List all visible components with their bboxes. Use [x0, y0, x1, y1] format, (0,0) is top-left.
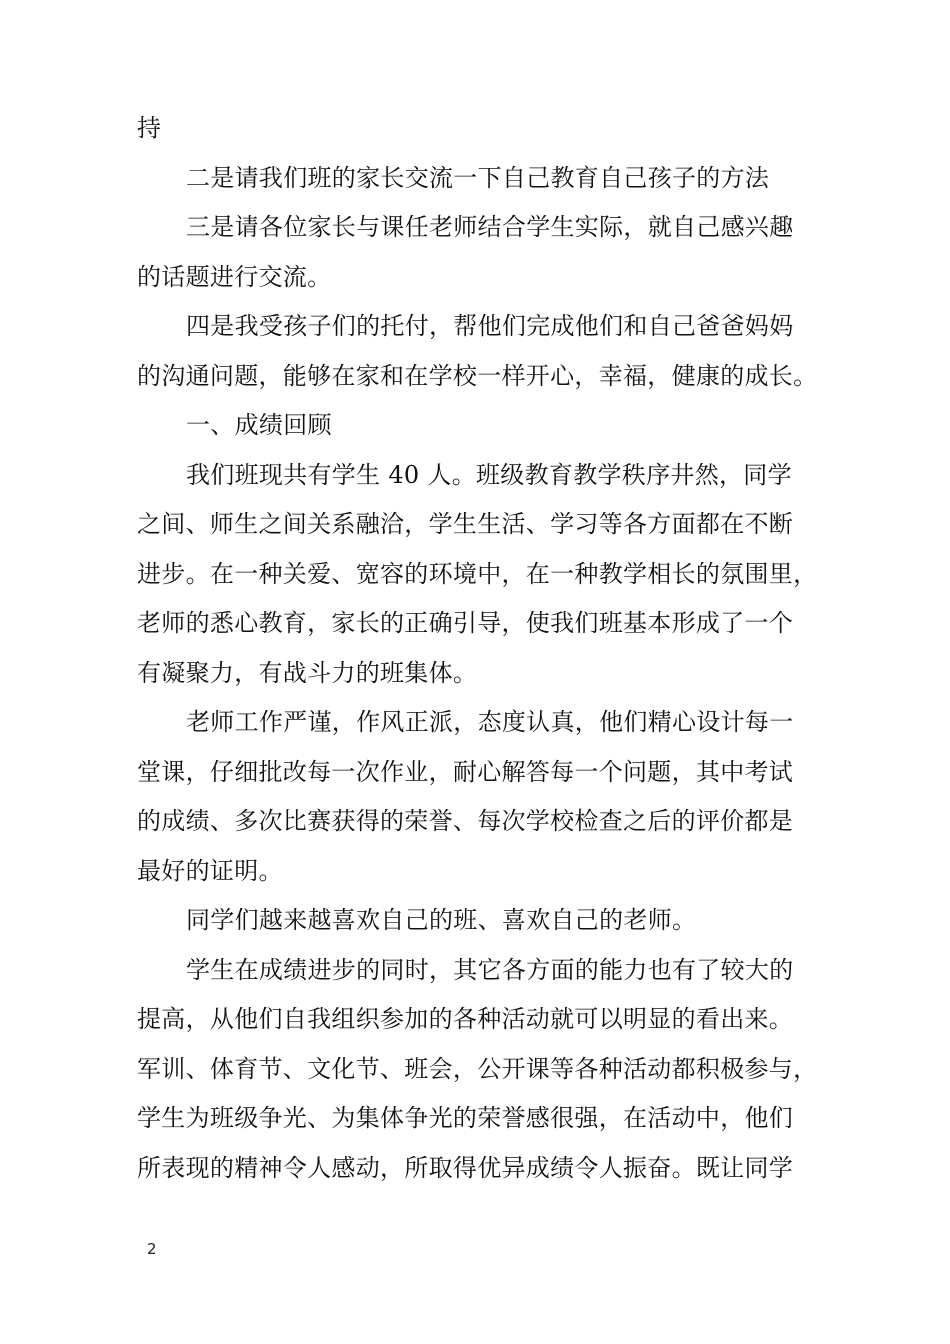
text-line: 老师的悉心教育，家长的正确引导，使我们班基本形成了一个 [137, 609, 794, 637]
text-line: 四是我受孩子们的托付，帮他们完成他们和自己爸爸妈妈 [186, 312, 794, 340]
text-line: 的话题进行交流。 [137, 262, 332, 291]
text-line: 我们班现共有学生 40 人。班级教育教学秩序井然，同学 [186, 460, 792, 489]
text-line: 二是请我们班的家长交流一下自己教育自己孩子的方法 [186, 163, 770, 192]
text-line: 持 [137, 114, 162, 142]
text-line: 同学们越来越喜欢自己的班、喜欢自己的老师。 [186, 906, 697, 934]
text-line: 堂课，仔细批改每一次作业，耐心解答每一个问题，其中考试 [137, 757, 794, 786]
document-body [137, 104, 837, 1193]
text-line: 之间、师生之间关系融洽，学生生活、学习等各方面都在不断 [137, 510, 794, 538]
text-line: 学生在成绩进步的同时，其它各方面的能力也有了较大的 [186, 955, 794, 984]
section-heading: 一、成绩回顾 [186, 411, 332, 439]
text-line: 有凝聚力，有战斗力的班集体。 [137, 658, 478, 687]
page-number: 2 [147, 1240, 157, 1258]
text-line: 所表现的精神令人感动，所取得优异成绩令人振奋。既让同学 [137, 1153, 794, 1182]
text-line: 三是请各位家长与课任老师结合学生实际，就自己感兴趣 [186, 213, 794, 241]
text-line: 的成绩、多次比赛获得的荣誉、每次学校检查之后的评价都是 [137, 807, 794, 835]
text-line: 学生为班级争光、为集体争光的荣誉感很强，在活动中，他们 [137, 1104, 794, 1132]
text-line: 提高，从他们自我组织参加的各种活动就可以明显的看出来。 [137, 1005, 794, 1033]
text-line: 老师工作严谨，作风正派，态度认真，他们精心设计每一 [186, 708, 794, 736]
text-line: 最好的证明。 [137, 856, 283, 885]
text-line: 进步。在一种关爱、宽容的环境中，在一种教学相长的氛围里， [137, 559, 818, 588]
text-line: 的沟通问题，能够在家和在学校一样开心，幸福，健康的成长。 [137, 361, 818, 390]
text-line: 军训、体育节、文化节、班会，公开课等各种活动都积极参与， [137, 1054, 818, 1083]
